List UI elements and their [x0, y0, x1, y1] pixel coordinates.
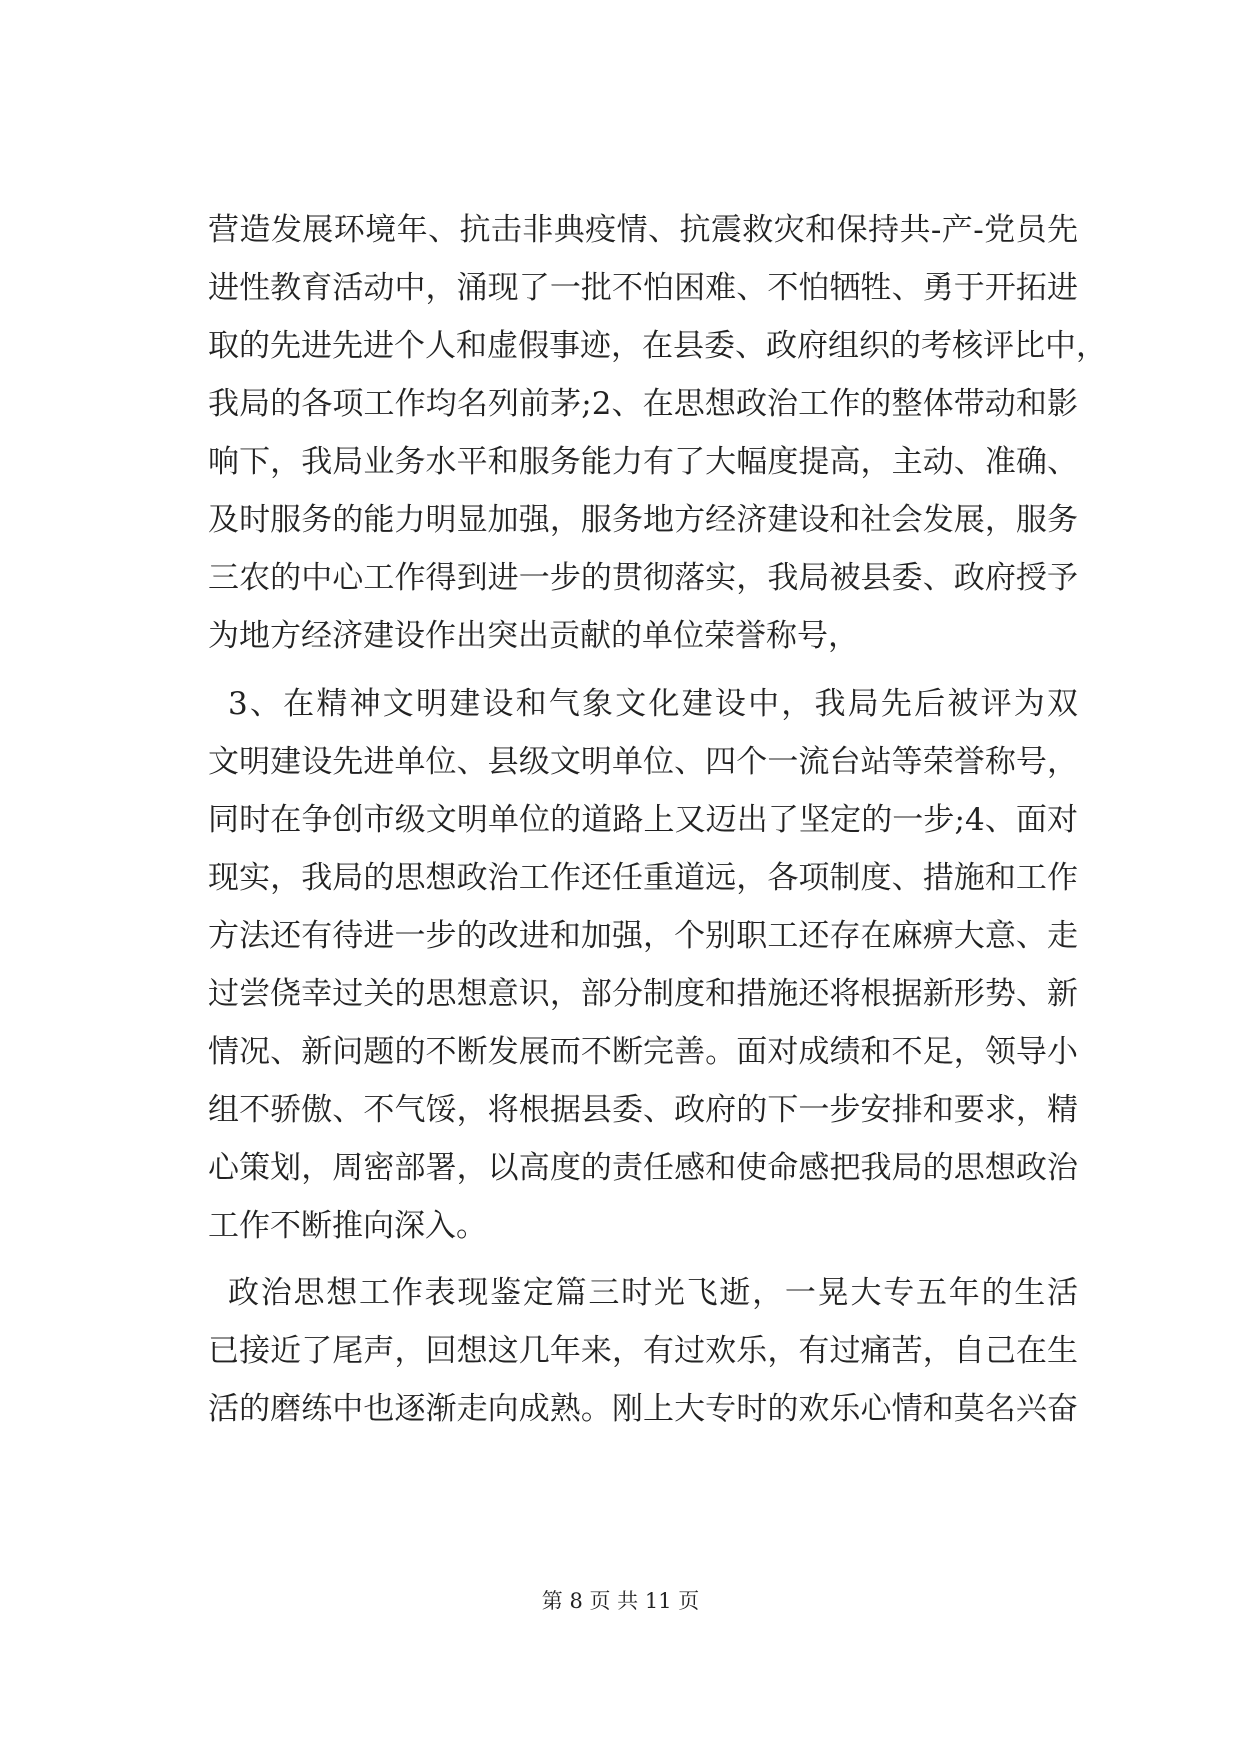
text-line: 已接近了尾声，回想这几年来，有过欢乐，有过痛苦，自己在生 [208, 1333, 1078, 1369]
text-line: 三农的中心工作得到进一步的贯彻落实，我局被县委、政府授予 [208, 560, 1078, 596]
text-line: 工作不断推向深入。 [208, 1208, 487, 1244]
paragraph-start-line: 3、在精神文明建设和气象文化建设中，我局先后被评为双 [228, 686, 1078, 722]
text-line: 为地方经济建设作出突出贡献的单位荣誉称号， [208, 618, 859, 654]
text-line: 现实，我局的思想政治工作还任重道远，各项制度、措施和工作 [208, 860, 1078, 896]
text-line: 营造发展环境年、抗击非典疫情、抗震救灾和保持共-产-党员先 [208, 212, 1078, 248]
text-line: 组不骄傲、不气馁，将根据县委、政府的下一步安排和要求，精 [208, 1092, 1078, 1128]
page-number-footer: 第 8 页 共 11 页 [541, 1589, 700, 1613]
text-line: 及时服务的能力明显加强，服务地方经济建设和社会发展，服务 [208, 502, 1078, 538]
text-line: 过尝侥幸过关的思想意识，部分制度和措施还将根据新形势、新 [208, 976, 1078, 1012]
text-line: 进性教育活动中，涌现了一批不怕困难、不怕牺牲、勇于开拓进 [208, 270, 1078, 306]
text-line: 活的磨练中也逐渐走向成熟。刚上大专时的欢乐心情和莫名兴奋 [208, 1391, 1078, 1427]
text-line: 文明建设先进单位、县级文明单位、四个一流台站等荣誉称号， [208, 744, 1078, 780]
text-line: 响下，我局业务水平和服务能力有了大幅度提高，主动、准确、 [208, 444, 1078, 480]
text-line: 方法还有待进一步的改进和加强，个别职工还存在麻痹大意、走 [208, 918, 1078, 954]
paragraph-start-line: 政治思想工作表现鉴定篇三时光飞逝，一晃大专五年的生活 [228, 1275, 1078, 1311]
text-line: 取的先进先进个人和虚假事迹，在县委、政府组织的考核评比中， [208, 328, 1107, 364]
text-line: 我局的各项工作均名列前茅;2、在思想政治工作的整体带动和影 [208, 386, 1078, 422]
text-line: 心策划，周密部署，以高度的责任感和使命感把我局的思想政治 [208, 1150, 1078, 1186]
text-line: 同时在争创市级文明单位的道路上又迈出了坚定的一步;4、面对 [208, 802, 1078, 838]
text-line: 情况、新问题的不断发展而不断完善。面对成绩和不足，领导小 [208, 1034, 1078, 1070]
